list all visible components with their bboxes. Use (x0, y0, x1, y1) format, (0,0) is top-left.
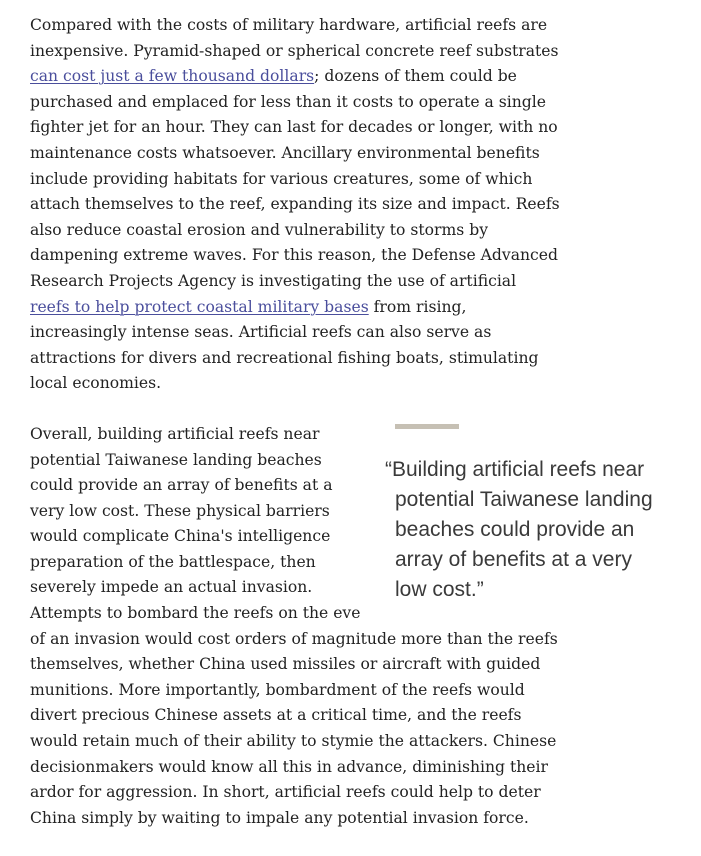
pullquote-text: “Building artificial reefs near potential Taiwanese landing beaches could provide an array of benefits at a very low cost.” (385, 457, 653, 601)
link-darpa-reefs[interactable]: reefs to help protect coastal military bases (30, 297, 369, 316)
paragraph-text: from rising, increasingly intense seas. Artificial reefs can also serve as attractions for divers and recreational fishing boats, stimulating local economies. (30, 297, 539, 393)
pullquote (385, 422, 660, 605)
article-body (30, 13, 653, 856)
paragraph-text: ; dozens of them could be purchased and emplaced for less than it costs to operate a single fighter jet for an hour. They can last for decades or longer, with no maintenance costs whatsoever. Ancillary environmental benefits include providing habitats for various creatures, some of which attach themselves to the reef, expanding its size and impact. Reefs also reduce coastal erosion and vulnerability to storms by dampening extreme waves. For this reason, the Defense Advanced Research Projects Agency is investigating the use of artificial (30, 67, 560, 290)
paragraph-text: Compared with the costs of military hardware, artificial reefs are inexpensive. Pyramid-shaped or spherical concrete reef substrates (30, 16, 559, 60)
pullquote-divider (395, 424, 459, 429)
paragraph-text: Overall, building artificial reefs near potential Taiwanese landing beaches could provide an array of benefits at a very low cost. These physical barriers would complicate China's intelligence preparation of the battlespace, then severely impede an actual invasion. Attempts to bombard the reefs on the eve of an invasion would cost orders of magnitude more than the reefs themselves, whether China used missiles or aircraft with guided munitions. More importantly, bombardment of the reefs would divert precious Chinese assets at a critical time, and the reefs would retain much of their ability to stymie the attackers. Chinese decisionmakers would know all this in advance, diminishing their ardor for aggression. In short, artificial reefs could help to deter China simply by waiting to impale any potential invasion force. (30, 424, 558, 827)
link-reef-cost[interactable]: can cost just a few thousand dollars (30, 67, 315, 86)
paragraph-reef-costs (30, 13, 560, 397)
